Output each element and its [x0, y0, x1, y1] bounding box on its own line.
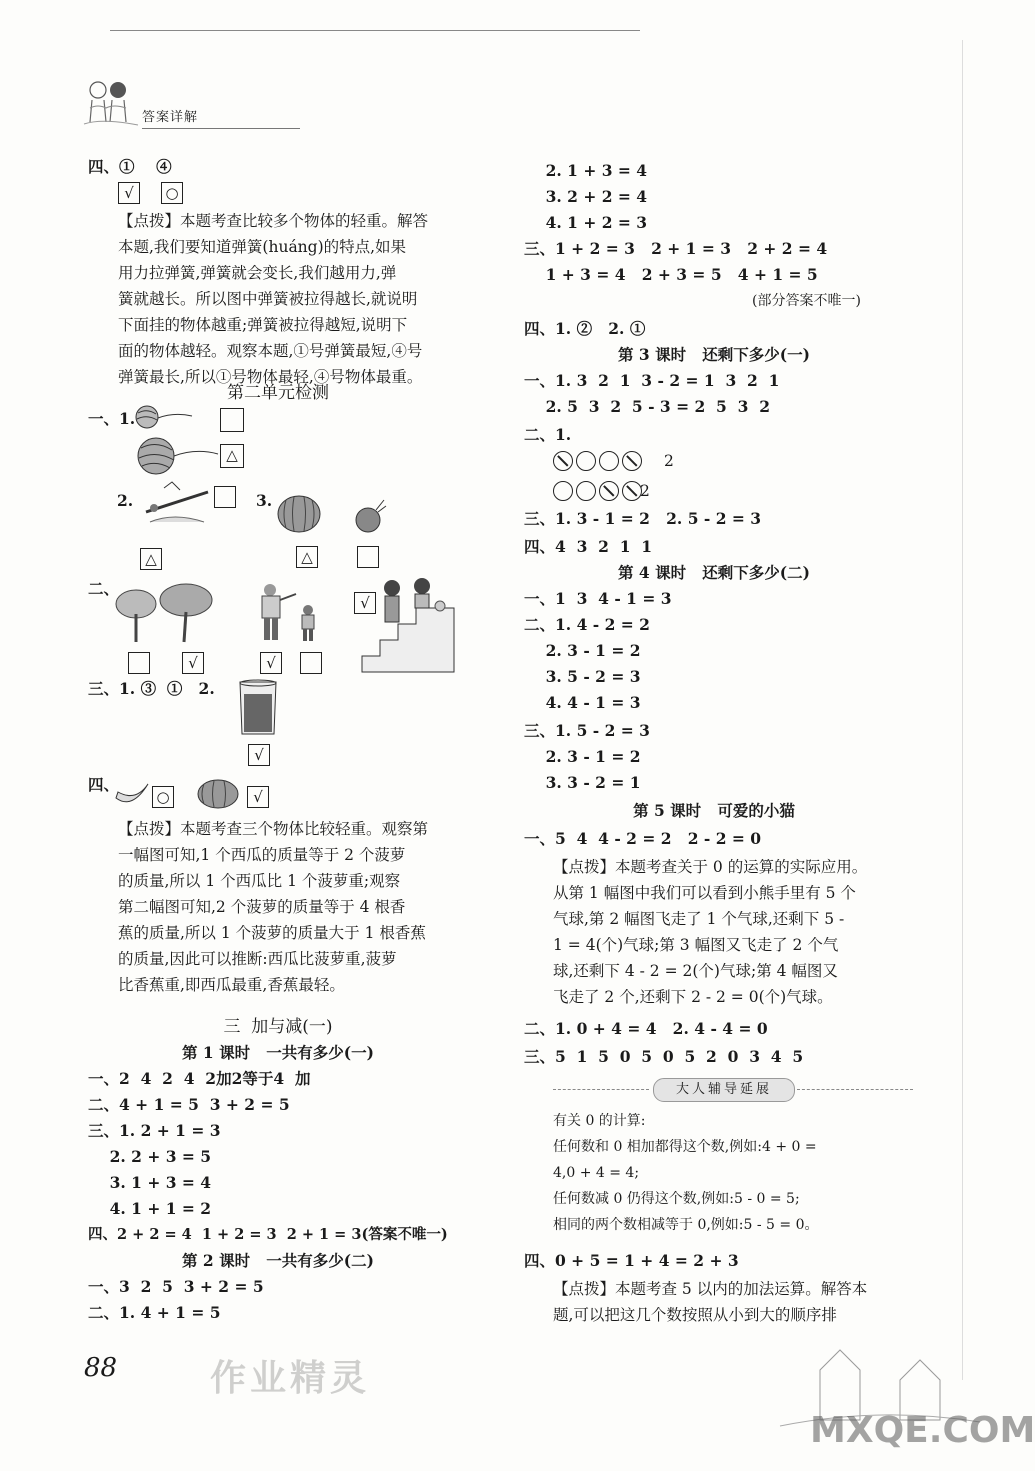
lesson5-title: 第 5 课时 可爱的小猫 — [633, 801, 795, 820]
answer-box: √ — [182, 652, 204, 674]
seesaw-icon — [144, 478, 210, 530]
lesson3-title: 第 3 课时 还剩下多少(一) — [618, 345, 810, 364]
tip-line: 一幅图可知,1 个西瓜的质量等于 2 个菠萝 — [118, 846, 406, 864]
watermelon-icon — [276, 494, 322, 534]
extension-line: 任何数和 0 相加都得这个数,例如:4 + 0 = — [553, 1139, 817, 1155]
tip-line: 弹簧最长,所以①号物体最轻,④号物体最重。 — [118, 368, 423, 386]
circle — [576, 451, 596, 471]
crossed-circle — [622, 481, 642, 501]
answer-line: 2. 1 + 3 = 4 — [524, 161, 648, 180]
answer-line: 4. 1 + 1 = 2 — [88, 1199, 212, 1218]
u2-q1-label: 一、1. — [88, 409, 136, 428]
answer-box: √ — [248, 744, 270, 766]
circle — [553, 481, 573, 501]
tip-line: 第二幅图可知,2 个菠萝的质量等于 4 根香 — [118, 898, 406, 916]
top-rule — [110, 30, 640, 31]
answer-box: √ — [354, 592, 376, 614]
grandpa-child-icon — [256, 582, 326, 644]
answer-box: △ — [296, 546, 318, 568]
tip-line: 簧就越长。所以图中弹簧被拉得越长,就说明 — [118, 290, 418, 308]
yarn-ball-icon — [136, 436, 220, 476]
answer-line: 二、4 + 1 = 5 3 + 2 = 5 — [88, 1095, 290, 1114]
tip-line: 【点拨】本题考查 5 以内的加法运算。解答本 — [553, 1280, 868, 1298]
crossed-circle — [622, 451, 642, 471]
answer-line: 2. 3 - 1 = 2 — [524, 747, 641, 766]
tip-line: 比香蕉重,即西瓜最重,香蕉最轻。 — [118, 976, 345, 994]
answer-box: ○ — [152, 786, 174, 808]
answer-box — [128, 652, 150, 674]
answer-line: 4. 4 - 1 = 3 — [524, 693, 641, 712]
page-edge — [962, 40, 975, 1380]
answer-line: 3. 1 + 3 = 4 — [88, 1173, 212, 1192]
extension-line: 有关 0 的计算: — [553, 1113, 646, 1129]
circle-count: 2 — [640, 482, 650, 500]
pineapple-icon — [352, 498, 388, 534]
circle — [576, 481, 596, 501]
kids-illustration-icon — [82, 78, 140, 128]
answer-box: △ — [140, 548, 162, 570]
answer-line: 四、4 3 2 1 1 — [524, 537, 653, 556]
tip-line: 蕉的质量,所以 1 个菠萝的质量大于 1 根香蕉 — [118, 924, 426, 942]
l3-s2-label: 二、1. — [524, 425, 572, 444]
tip-line: 题,可以把这几个数按照从小到大的顺序排 — [553, 1306, 837, 1324]
lesson2-title: 第 2 课时 一共有多少(二) — [182, 1251, 374, 1270]
answer-line: 2. 3 - 1 = 2 — [524, 641, 641, 660]
lesson4-title: 第 4 课时 还剩下多少(二) — [618, 563, 810, 582]
jar-of-beans-icon — [234, 678, 282, 738]
answer-line: 三、1. 5 - 2 = 3 — [524, 721, 650, 740]
banana-icon — [114, 780, 150, 808]
answer-box: △ — [220, 444, 244, 468]
answer-line: 三、5 1 5 0 5 0 5 2 0 3 4 5 — [524, 1047, 804, 1066]
answer-line: 3. 3 - 2 = 1 — [524, 773, 641, 792]
tip-line: 下面挂的物体越重;弹簧被拉得越短,说明下 — [118, 316, 408, 334]
answer-box: √ — [260, 652, 282, 674]
answer-line: 一、5 4 4 - 2 = 2 2 - 2 = 0 — [524, 829, 762, 848]
tip-line: 面的物体越轻。观察本题,①号弹簧最短,④号 — [118, 342, 423, 360]
answer-box — [214, 486, 236, 508]
answer-line: 三、1. 3 - 1 = 2 2. 5 - 2 = 3 — [524, 509, 762, 528]
crossed-circle — [599, 481, 619, 501]
extension-line: 4,0 + 4 = 4; — [553, 1165, 640, 1181]
answer-line: 2. 2 + 3 = 5 — [88, 1147, 212, 1166]
answer-line: 四、2 + 2 = 4 1 + 2 = 3 2 + 1 = 3(答案不唯一) — [88, 1226, 448, 1243]
page-header — [82, 78, 242, 130]
banner-label: 大人辅导延展 — [653, 1078, 795, 1102]
stairs-kids-icon — [360, 576, 456, 674]
banner-dash — [797, 1089, 913, 1090]
tip-line: 1 = 4(个)气球;第 3 幅图又飞走了 2 个气 — [553, 936, 839, 954]
watermelon-icon — [196, 778, 240, 810]
answer-line: 3. 2 + 2 = 4 — [524, 187, 648, 206]
answer-box: √ — [118, 182, 140, 204]
tip-line: 从第 1 幅图中我们可以看到小熊手里有 5 个 — [553, 884, 856, 902]
u2-q3-label: 3. — [256, 491, 273, 510]
note: (部分答案不唯一) — [752, 293, 861, 309]
answer-box: ○ — [161, 182, 183, 204]
corner-watermark: MXQE.COM — [810, 1410, 1035, 1451]
circle-count: 2 — [664, 452, 674, 470]
answer-line: 二、1. 4 - 2 = 2 — [524, 615, 650, 634]
answer-box — [220, 408, 244, 432]
unit3-title: 三 加与减(一) — [223, 1017, 333, 1037]
u2-s2-label: 二、 — [88, 579, 120, 598]
tip-line: 气球,第 2 幅图飞走了 1 个气球,还剩下 5 - — [553, 910, 845, 928]
u2-q2-label: 2. — [117, 491, 134, 510]
answer-line: 1 + 3 = 4 2 + 3 = 5 4 + 1 = 5 — [524, 265, 818, 284]
answer-line: 四、1. ② 2. ① — [524, 319, 646, 338]
u2-s3-label: 三、1. ③ ① 2. — [88, 679, 215, 698]
yarn-ball-icon — [134, 404, 196, 430]
watermark: 作业精灵 — [210, 1358, 371, 1399]
answer-line: 二、1. 4 + 1 = 5 — [88, 1303, 221, 1322]
circle-row — [553, 480, 645, 501]
tip-line: 本题,我们要知道弹簧(huáng)的特点,如果 — [118, 238, 407, 256]
tip-line: 球,还剩下 4 - 2 = 2(个)气球;第 4 幅图又 — [553, 962, 838, 980]
circle-row — [553, 450, 645, 471]
page-number: 88 — [84, 1353, 118, 1383]
answer-line: 3. 5 - 2 = 3 — [524, 667, 641, 686]
answer-line: 三、1 + 2 = 3 2 + 1 = 3 2 + 2 = 4 — [524, 239, 828, 258]
answer-line: 一、2 4 2 4 2加2等于4 加 — [88, 1069, 311, 1088]
extension-line: 相同的两个数相减等于 0,例如:5 - 5 = 0。 — [553, 1217, 819, 1233]
tip-line: 飞走了 2 个,还剩下 2 - 2 = 0(个)气球。 — [553, 988, 833, 1006]
tip-line: 用力拉弹簧,弹簧就会变长,我们越用力,弹 — [118, 264, 397, 282]
header-tag: 答案详解 — [142, 106, 300, 129]
crossed-circle — [553, 451, 573, 471]
circle — [599, 451, 619, 471]
tip-line: 的质量,因此可以推断:西瓜比菠萝重,菠萝 — [118, 950, 397, 968]
trees-icon — [112, 582, 216, 644]
answer-box: √ — [247, 786, 269, 808]
answer-line: 一、1. 3 2 1 3 - 2 = 1 3 2 1 — [524, 371, 780, 390]
lesson1-title: 第 1 课时 一共有多少(一) — [182, 1043, 374, 1062]
answer-line: 4. 1 + 2 = 3 — [524, 213, 648, 232]
answer-line: 2. 5 3 2 5 - 3 = 2 5 3 2 — [524, 397, 770, 416]
tip-line: 【点拨】本题考查比较多个物体的轻重。解答 — [118, 212, 429, 230]
tip-line: 【点拨】本题考查关于 0 的运算的实际应用。 — [553, 858, 868, 876]
l-s4-head: 四、① ④ — [88, 157, 172, 176]
answer-line: 二、1. 0 + 4 = 4 2. 4 - 4 = 0 — [524, 1019, 768, 1038]
extension-line: 任何数减 0 仍得这个数,例如:5 - 0 = 5; — [553, 1191, 800, 1207]
answer-line: 一、3 2 5 3 + 2 = 5 — [88, 1277, 264, 1296]
answer-box — [357, 546, 379, 568]
tip-line: 的质量,所以 1 个西瓜比 1 个菠萝重;观察 — [118, 872, 401, 890]
extension-banner — [553, 1078, 913, 1100]
u2-s4-label: 四、 — [88, 775, 120, 794]
answer-box — [300, 652, 322, 674]
banner-dash — [553, 1089, 649, 1090]
answer-line: 一、1 3 4 - 1 = 3 — [524, 589, 672, 608]
answer-line: 四、0 + 5 = 1 + 4 = 2 + 3 — [524, 1251, 739, 1270]
answer-line: 三、1. 2 + 1 = 3 — [88, 1121, 221, 1140]
tip-line: 【点拨】本题考查三个物体比较轻重。观察第 — [118, 820, 429, 838]
unit2-title: 第二单元检测 — [227, 383, 329, 403]
